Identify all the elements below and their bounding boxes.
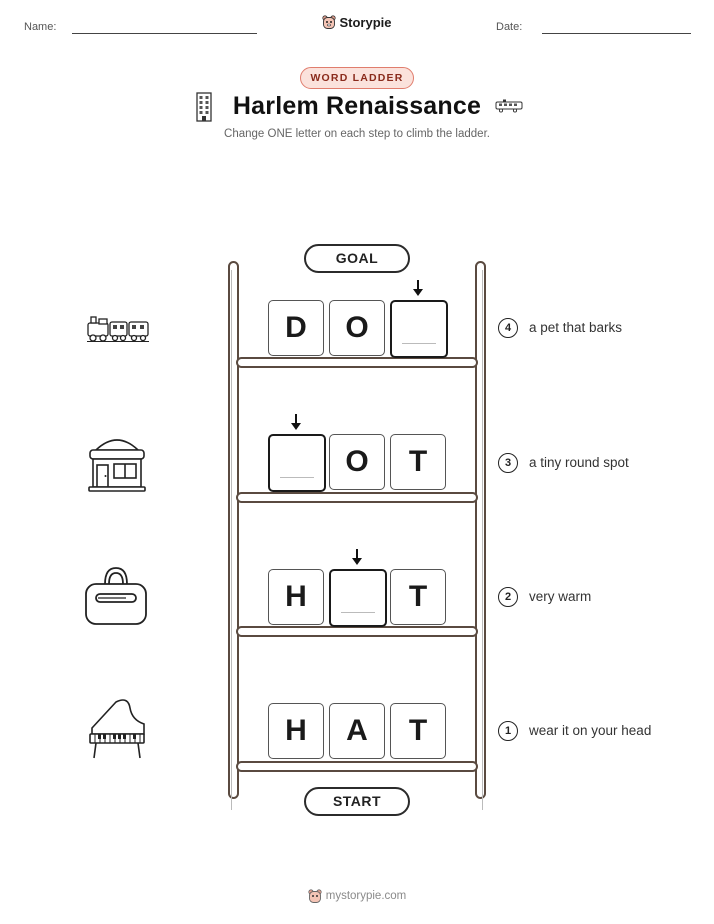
letter-tile: T	[390, 703, 446, 759]
brand-name: Storypie	[339, 14, 392, 30]
date-label: Date:	[496, 21, 523, 33]
word-ladder-badge: WORD LADDER	[0, 67, 714, 89]
storefront-icon	[86, 432, 148, 494]
start-label: START	[304, 787, 410, 816]
ladder-rung	[237, 762, 477, 771]
footer	[0, 888, 714, 907]
arrow-down-icon	[411, 279, 425, 297]
clue-text: very warm	[529, 589, 592, 604]
arrow-down-icon	[350, 548, 364, 566]
page-title: Harlem Renaissance	[232, 92, 482, 120]
name-label: Name:	[24, 21, 57, 33]
letter-tile: D	[268, 300, 324, 356]
train-icon	[86, 313, 150, 343]
storypie-mascot-icon	[308, 888, 322, 904]
letter-tile: T	[390, 434, 446, 490]
letter-tile: H	[268, 703, 324, 759]
letter-tile: O	[329, 300, 385, 356]
ladder-rung	[237, 358, 477, 367]
grand-piano-icon	[86, 698, 150, 760]
handbag-icon	[82, 564, 150, 628]
step-number: 2	[498, 587, 518, 607]
clue-text: a tiny round spot	[529, 455, 629, 470]
arrow-down-icon	[289, 413, 303, 431]
letter-tile: O	[329, 434, 385, 490]
ladder-rung	[237, 493, 477, 502]
blank-letter-box[interactable]	[329, 569, 387, 627]
blank-letter-box[interactable]	[390, 300, 448, 358]
letter-tile: H	[268, 569, 324, 625]
step-number: 3	[498, 453, 518, 473]
ladder-rung	[237, 627, 477, 636]
clue-text: a pet that barks	[529, 320, 623, 335]
step-number: 1	[498, 721, 518, 741]
footer-url[interactable]: mystorypie.com	[325, 890, 407, 902]
letter-tile: T	[390, 569, 446, 625]
goal-label: GOAL	[304, 244, 410, 273]
blank-letter-box[interactable]	[268, 434, 326, 492]
clue-text: wear it on your head	[529, 723, 652, 738]
instructions: Change ONE letter on each step to climb the ladder.	[224, 128, 490, 140]
letter-tile: A	[329, 703, 385, 759]
step-number: 4	[498, 318, 518, 338]
